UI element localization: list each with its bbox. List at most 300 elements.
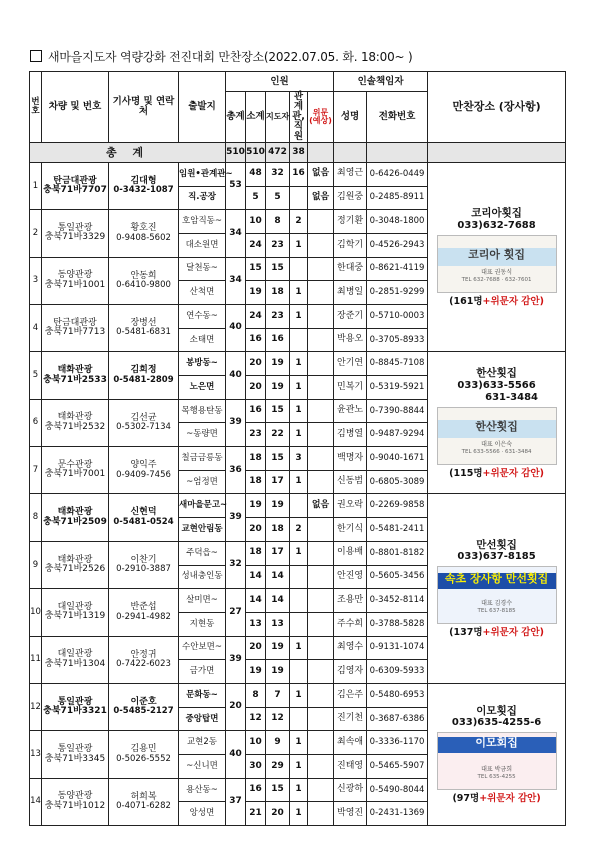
- bus-company: 통일관광: [57, 696, 93, 707]
- card-tel: TEL 633-5566 · 631-3484: [461, 448, 532, 455]
- subtotal-cell: 19: [246, 494, 266, 518]
- header-row: [30, 72, 566, 92]
- escort-phone-cell: 0-8801-8182: [367, 541, 428, 565]
- departure-cell: 칠금금릉동: [179, 447, 226, 471]
- officials-cell: [308, 257, 334, 281]
- officials-cell: [308, 518, 334, 542]
- escort-phone-cell: 0-5319-5921: [367, 376, 428, 400]
- checkbox-icon: [30, 50, 42, 62]
- departure-cell: 직.공장: [179, 186, 226, 210]
- vehicle-cell: [42, 210, 109, 257]
- escort-name-cell: 최속애: [334, 731, 367, 755]
- row-number: 12: [30, 683, 42, 730]
- officials-cell: [308, 755, 334, 779]
- subtotal-cell: 13: [246, 612, 266, 636]
- group-total: 53: [226, 162, 246, 209]
- card-owner: 대표 박금희: [481, 766, 513, 774]
- escort-name-cell: 김원중: [334, 186, 367, 210]
- restaurant-phone-2: 631-3484: [485, 391, 538, 403]
- leaders-cell: 15: [266, 778, 290, 802]
- leaders-cell: 19: [266, 660, 290, 684]
- plate-number: 충북71바1012: [44, 800, 106, 811]
- subtotal-cell: 16: [246, 778, 266, 802]
- officials-cell: [308, 541, 334, 565]
- officials-cell: 없음: [308, 186, 334, 210]
- header-escort-phone: 전화번호: [367, 92, 428, 143]
- leaders-cell: 9: [266, 731, 290, 755]
- staff-cell: 1: [290, 304, 308, 328]
- officials-cell: [308, 281, 334, 305]
- driver-name: 장병선: [130, 317, 157, 328]
- leaders-cell: 18: [266, 518, 290, 542]
- group-total: 37: [226, 778, 246, 825]
- escort-phone-cell: 0-3452-8114: [367, 589, 428, 613]
- group-total: 39: [226, 399, 246, 446]
- row-number: 10: [30, 589, 42, 636]
- officials-cell: [308, 707, 334, 731]
- subtotal-cell: 8: [246, 683, 266, 707]
- departure-cell: 대소원면: [179, 233, 226, 257]
- staff-cell: 1: [290, 470, 308, 494]
- capacity-remark: +위문자 감안): [482, 467, 544, 479]
- escort-phone-cell: 0-6805-3089: [367, 470, 428, 494]
- card-title: 한산횟집: [475, 419, 518, 433]
- staff-cell: [290, 494, 308, 518]
- group-total: 39: [226, 636, 246, 683]
- leaders-cell: 19: [266, 352, 290, 376]
- departure-cell: 성내충인동: [179, 565, 226, 589]
- escort-phone-cell: 0-8845-7108: [367, 352, 428, 376]
- staff-cell: 2: [290, 518, 308, 542]
- departure-cell: 달천동~: [179, 257, 226, 281]
- staff-cell: [290, 707, 308, 731]
- plate-number: 충북71바7707: [43, 185, 107, 196]
- driver-phone: 0-9408-5602: [116, 232, 171, 243]
- subtotal-cell: 18: [246, 447, 266, 471]
- escort-phone-cell: 0-3788-5828: [367, 612, 428, 636]
- subtotal-cell: 21: [246, 802, 266, 826]
- escort-name-cell: 진기천: [334, 707, 367, 731]
- driver-phone: 0-5485-2127: [113, 706, 174, 717]
- escort-phone-cell: 0-8621-4119: [367, 257, 428, 281]
- leaders-cell: 8: [266, 210, 290, 234]
- bus-company: 문수관광: [57, 459, 93, 470]
- capacity-note: [428, 627, 565, 638]
- row-number: 8: [30, 494, 42, 541]
- leaders-cell: 14: [266, 565, 290, 589]
- officials-cell: [308, 233, 334, 257]
- staff-cell: 1: [290, 778, 308, 802]
- capacity-count: (137명: [449, 627, 483, 639]
- staff-cell: [290, 257, 308, 281]
- business-card-image: [437, 407, 557, 465]
- subtotal-cell: 20: [246, 636, 266, 660]
- subtotal-cell: 14: [246, 565, 266, 589]
- capacity-note: [428, 296, 565, 307]
- staff-cell: 1: [290, 423, 308, 447]
- vehicle-cell: [42, 778, 109, 825]
- escort-phone-cell: 0-3687-6386: [367, 707, 428, 731]
- staff-cell: 1: [290, 636, 308, 660]
- departure-cell: 문화동~: [179, 683, 226, 707]
- driver-cell: [109, 210, 179, 257]
- departure-cell: 목행용탄동: [179, 399, 226, 423]
- officials-cell: [308, 683, 334, 707]
- officials-cell: [308, 470, 334, 494]
- restaurant-name: 코리아횟집: [471, 207, 522, 220]
- escort-name-cell: 김병열: [334, 423, 367, 447]
- plate-number: 충북71바2526: [44, 564, 106, 575]
- leaders-cell: 19: [266, 636, 290, 660]
- subtotal-cell: 19: [246, 660, 266, 684]
- plate-number: 충북71바2509: [43, 516, 107, 527]
- officials-cell: [308, 636, 334, 660]
- vehicle-cell: [42, 589, 109, 636]
- escort-name-cell: 박용오: [334, 328, 367, 352]
- staff-cell: 1: [290, 755, 308, 779]
- escort-phone-cell: 0-3048-1800: [367, 210, 428, 234]
- business-card-image: [437, 235, 557, 293]
- header-staff: 관계관, 직원: [290, 92, 308, 143]
- totals-leaders: 472: [266, 142, 290, 162]
- totals-total: 510: [226, 142, 246, 162]
- escort-name-cell: 한대중: [334, 257, 367, 281]
- totals-venue: [428, 142, 566, 162]
- leaders-cell: 14: [266, 589, 290, 613]
- escort-name-cell: 최영근: [334, 162, 367, 186]
- driver-name: 이찬기: [130, 554, 157, 565]
- capacity-count: (161명: [449, 295, 483, 307]
- header-escort: 인솔책임자: [334, 72, 428, 92]
- bus-company: 동양관광: [57, 791, 93, 802]
- staff-cell: [290, 612, 308, 636]
- subtotal-cell: 10: [246, 731, 266, 755]
- driver-cell: [109, 352, 179, 399]
- driver-name: 안정귀: [130, 649, 157, 660]
- totals-officials: [308, 142, 334, 162]
- leaders-cell: 15: [266, 447, 290, 471]
- bus-company: 태화관광: [57, 554, 93, 565]
- totals-label: 총 계: [30, 142, 226, 162]
- venue-table: [29, 71, 566, 826]
- departure-cell: 금가면: [179, 660, 226, 684]
- group-total: 34: [226, 257, 246, 304]
- bus-company: 태화관광: [57, 507, 93, 518]
- row-number: 11: [30, 636, 42, 683]
- leaders-cell: 22: [266, 423, 290, 447]
- staff-cell: 1: [290, 352, 308, 376]
- venue-cell: [428, 162, 566, 352]
- leaders-cell: 23: [266, 304, 290, 328]
- officials-cell: [308, 328, 334, 352]
- escort-name-cell: 신광하: [334, 778, 367, 802]
- staff-cell: 1: [290, 683, 308, 707]
- row-number: 3: [30, 257, 42, 304]
- capacity-count: (97명: [452, 793, 480, 805]
- subtotal-cell: 10: [246, 210, 266, 234]
- leaders-cell: 17: [266, 541, 290, 565]
- vehicle-cell: [42, 447, 109, 494]
- officials-cell: [308, 304, 334, 328]
- totals-subtotal: 510: [246, 142, 266, 162]
- departure-cell: 수안보면~: [179, 636, 226, 660]
- departure-cell: 교현2동: [179, 731, 226, 755]
- driver-phone: 0-9409-7456: [116, 469, 171, 480]
- departure-cell: 임원•관계관~: [179, 162, 226, 186]
- driver-name: 반준섭: [130, 602, 157, 613]
- driver-cell: [109, 162, 179, 209]
- card-owner: 대표 이은숙: [481, 440, 513, 448]
- escort-name-cell: 윤관노: [334, 399, 367, 423]
- departure-cell: 새마을문고~: [179, 494, 226, 518]
- subtotal-cell: 48: [246, 162, 266, 186]
- plate-number: 충북71바7713: [44, 327, 106, 338]
- plate-number: 충북71바2532: [44, 421, 106, 432]
- restaurant-phone: 033)633-5566: [457, 379, 536, 391]
- header-driver: 기사명 및 연락처: [109, 72, 179, 143]
- leaders-cell: 16: [266, 328, 290, 352]
- escort-phone-cell: 0-7390-8844: [367, 399, 428, 423]
- driver-cell: [109, 589, 179, 636]
- header-depart: 출발지: [179, 72, 226, 143]
- group-total: 20: [226, 683, 246, 730]
- plate-number: 충북71바1001: [44, 279, 106, 290]
- escort-name-cell: 정기환: [334, 210, 367, 234]
- leaders-cell: 17: [266, 470, 290, 494]
- subtotal-cell: 18: [246, 541, 266, 565]
- header-venue: 만찬장소 (장사항): [428, 72, 566, 143]
- row-number: 4: [30, 304, 42, 351]
- departure-cell: 주덕읍~: [179, 541, 226, 565]
- staff-cell: 1: [290, 376, 308, 400]
- table-row: [30, 352, 566, 376]
- row-number: 7: [30, 447, 42, 494]
- officials-cell: [308, 210, 334, 234]
- vehicle-cell: [42, 257, 109, 304]
- restaurant-phone: 033)637-8185: [457, 551, 536, 563]
- escort-name-cell: 진태영: [334, 755, 367, 779]
- officials-cell: 없음: [308, 162, 334, 186]
- departure-cell: 중앙탑면: [179, 707, 226, 731]
- card-title: 속초 장사항 만선횟집: [444, 572, 549, 586]
- escort-phone-cell: 0-6426-0449: [367, 162, 428, 186]
- capacity-note: [428, 468, 565, 479]
- plate-number: 충북71바1319: [44, 611, 106, 622]
- plate-number: 충북71바2533: [43, 374, 107, 385]
- escort-phone-cell: 0-2485-8911: [367, 186, 428, 210]
- departure-cell: 소태면: [179, 328, 226, 352]
- vehicle-cell: [42, 636, 109, 683]
- officials-cell: [308, 352, 334, 376]
- totals-staff: 38: [290, 142, 308, 162]
- officials-cell: [308, 376, 334, 400]
- driver-phone: 0-5481-0524: [113, 516, 174, 527]
- header-subtotal: 소계: [246, 92, 266, 143]
- bus-company: 탄금대관광: [53, 175, 97, 186]
- escort-phone-cell: 0-6309-5933: [367, 660, 428, 684]
- vehicle-cell: [42, 541, 109, 588]
- plate-number: 충북71바3345: [44, 753, 106, 764]
- escort-name-cell: 주수희: [334, 612, 367, 636]
- officials-cell: [308, 660, 334, 684]
- bus-company: 통일관광: [57, 744, 93, 755]
- officials-cell: [308, 447, 334, 471]
- subtotal-cell: 20: [246, 376, 266, 400]
- header-total: 총계: [226, 92, 246, 143]
- driver-phone: 0-5481-2809: [113, 374, 174, 385]
- group-total: 39: [226, 494, 246, 541]
- subtotal-cell: 23: [246, 423, 266, 447]
- driver-name: 황호진: [130, 223, 157, 234]
- officials-cell: [308, 565, 334, 589]
- group-total: 34: [226, 210, 246, 257]
- subtotal-cell: 14: [246, 589, 266, 613]
- driver-cell: [109, 257, 179, 304]
- restaurant-name: 만선횟집: [476, 538, 517, 551]
- plate-number: 충북71바3329: [44, 232, 106, 243]
- leaders-cell: 5: [266, 186, 290, 210]
- departure-cell: ~동량면: [179, 423, 226, 447]
- escort-name-cell: 이용배: [334, 541, 367, 565]
- escort-phone-cell: 0-3705-8933: [367, 328, 428, 352]
- group-total: 40: [226, 731, 246, 778]
- staff-cell: 1: [290, 541, 308, 565]
- restaurant-name: 한산횟집: [476, 366, 517, 379]
- subtotal-cell: 24: [246, 304, 266, 328]
- escort-name-cell: 최병일: [334, 281, 367, 305]
- plate-number: 충북71바7001: [44, 469, 106, 480]
- leaders-cell: 7: [266, 683, 290, 707]
- card-owner: 대표 권동식: [481, 268, 513, 276]
- escort-name-cell: 민복기: [334, 376, 367, 400]
- leaders-cell: 13: [266, 612, 290, 636]
- subtotal-cell: 24: [246, 233, 266, 257]
- officials-cell: 없음: [308, 494, 334, 518]
- staff-cell: [290, 565, 308, 589]
- group-total: 27: [226, 589, 246, 636]
- escort-name-cell: 박영진: [334, 802, 367, 826]
- header-officials: 위문 (예상): [308, 92, 334, 143]
- departure-cell: 지현동: [179, 612, 226, 636]
- subtotal-cell: 12: [246, 707, 266, 731]
- driver-cell: [109, 447, 179, 494]
- business-card-image: [437, 732, 557, 790]
- departure-cell: 교현안림동: [179, 518, 226, 542]
- escort-name-cell: 김은주: [334, 683, 367, 707]
- leaders-cell: 29: [266, 755, 290, 779]
- row-number: 2: [30, 210, 42, 257]
- driver-phone: 0-5481-6831: [116, 327, 171, 338]
- departure-cell: ~엄정면: [179, 470, 226, 494]
- escort-phone-cell: 0-5605-3456: [367, 565, 428, 589]
- card-owner: 대표 김경수: [481, 600, 513, 608]
- driver-cell: [109, 683, 179, 730]
- bus-company: 통일관광: [57, 222, 93, 233]
- staff-cell: 1: [290, 233, 308, 257]
- escort-phone-cell: 0-5710-0003: [367, 304, 428, 328]
- driver-phone: 0-2941-4982: [116, 611, 171, 622]
- bus-company: 태화관광: [57, 365, 93, 376]
- venue-cell: [428, 352, 566, 494]
- escort-phone-cell: 0-5481-2411: [367, 518, 428, 542]
- staff-cell: 16: [290, 162, 308, 186]
- bus-company: 대일관광: [57, 601, 93, 612]
- driver-phone: 0-5026-5552: [116, 753, 171, 764]
- escort-phone-cell: 0-5490-8044: [367, 778, 428, 802]
- staff-cell: 2: [290, 210, 308, 234]
- driver-cell: [109, 399, 179, 446]
- vehicle-cell: [42, 731, 109, 778]
- departure-cell: 노은면: [179, 376, 226, 400]
- leaders-cell: 32: [266, 162, 290, 186]
- header-vehicle: 차량 및 번호: [42, 72, 109, 143]
- driver-phone: 0-2910-3887: [116, 564, 171, 575]
- group-total: 40: [226, 352, 246, 399]
- staff-cell: [290, 186, 308, 210]
- escort-phone-cell: 0-9131-1074: [367, 636, 428, 660]
- card-title: 이모회집: [475, 736, 518, 750]
- subtotal-cell: 16: [246, 328, 266, 352]
- driver-cell: [109, 778, 179, 825]
- officials-cell: [308, 802, 334, 826]
- departure-cell: 앙성면: [179, 802, 226, 826]
- departure-cell: 살미면~: [179, 589, 226, 613]
- bus-company: 태화관광: [57, 412, 93, 423]
- driver-name: 김희정: [130, 365, 157, 376]
- escort-name-cell: 장준기: [334, 304, 367, 328]
- row-number: 13: [30, 731, 42, 778]
- escort-name-cell: 안진영: [334, 565, 367, 589]
- escort-name-cell: 조용만: [334, 589, 367, 613]
- driver-phone: 0-7422-6023: [116, 659, 171, 670]
- escort-phone-cell: 0-3336-1170: [367, 731, 428, 755]
- row-number: 5: [30, 352, 42, 399]
- driver-name: 김대형: [130, 175, 157, 186]
- venue-cell: [428, 683, 566, 825]
- escort-phone-cell: 0-2851-9299: [367, 281, 428, 305]
- leaders-cell: 19: [266, 376, 290, 400]
- group-total: 40: [226, 304, 246, 351]
- officials-cell: [308, 399, 334, 423]
- departure-cell: ~신니면: [179, 755, 226, 779]
- capacity-remark: +위문자 감안): [482, 295, 544, 307]
- card-tel: TEL 632-7688 · 632-7601: [461, 276, 532, 283]
- subtotal-cell: 15: [246, 257, 266, 281]
- restaurant-phone: 033)635-4255-6: [451, 717, 542, 729]
- capacity-note: [428, 793, 565, 804]
- header-people: 인원: [226, 72, 334, 92]
- escort-phone-cell: 0-4526-2943: [367, 233, 428, 257]
- driver-phone: 0-5302-7134: [116, 422, 171, 433]
- driver-phone: 0-6410-9800: [116, 280, 171, 291]
- venue-cell: [428, 494, 566, 684]
- row-number: 6: [30, 399, 42, 446]
- departure-cell: 연수동~: [179, 304, 226, 328]
- driver-phone: 0-4071-6282: [116, 801, 171, 812]
- header-num: 번호: [30, 72, 42, 143]
- driver-name: 신현덕: [130, 507, 157, 518]
- restaurant-name: 이모횟집: [476, 704, 517, 717]
- restaurant-phone: 033)632-7688: [457, 219, 536, 231]
- vehicle-cell: [42, 162, 109, 209]
- escort-phone-cell: 0-9040-1671: [367, 447, 428, 471]
- vehicle-cell: [42, 683, 109, 730]
- driver-name: 이준호: [130, 696, 157, 707]
- capacity-remark: +위문자 감안): [479, 793, 541, 805]
- escort-phone-cell: 0-2431-1369: [367, 802, 428, 826]
- group-total: 36: [226, 447, 246, 494]
- totals-escort-phone: [367, 142, 428, 162]
